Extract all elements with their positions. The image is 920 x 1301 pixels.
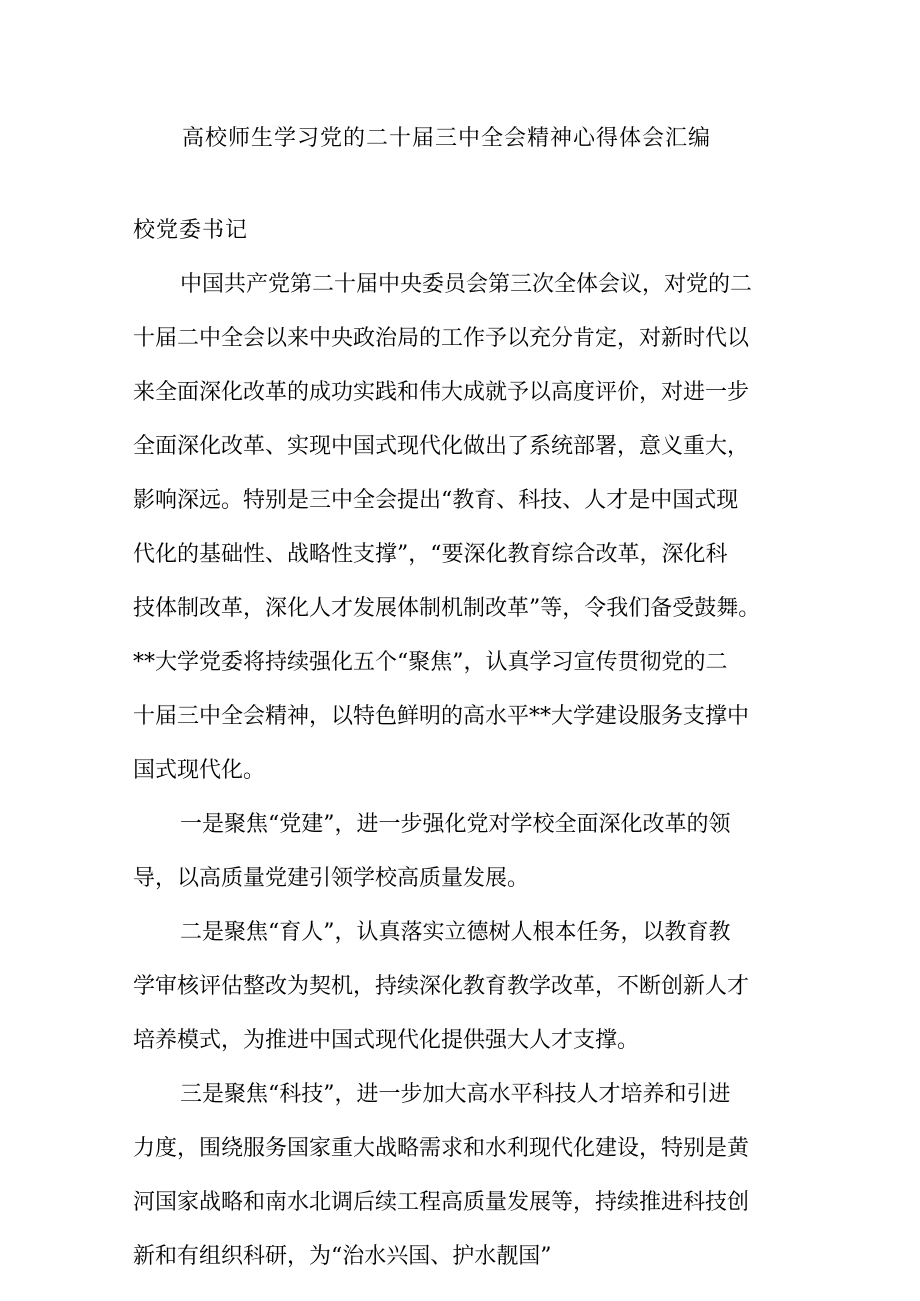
paragraph-line: 导，以高质量党建引领学校高质量发展。 (133, 866, 530, 891)
paragraph-line: **大学党委将持续强化五个“聚焦”，认真学习宣传贯彻党的二 (133, 650, 728, 675)
paragraph-line: 中国共产党第二十届中央委员会第三次全体会议，对党的二 (180, 272, 753, 297)
paragraph-line: 全面深化改革、实现中国式现代化做出了系统部署，意义重大， (133, 434, 750, 459)
paragraph-line: 一是聚焦“党建”，进一步强化党对学校全面深化改革的领 (180, 812, 731, 837)
paragraph-line: 培养模式，为推进中国式现代化提供强大人才支撑。 (133, 1028, 640, 1053)
paragraph-line: 国式现代化。 (133, 758, 266, 783)
paragraph-line: 十届三中全会精神，以特色鲜明的高水平**大学建设服务支撑中 (133, 704, 750, 729)
paragraph-line: 技体制改革，深化人才发展体制机制改革”等，令我们备受鼓舞。 (133, 596, 761, 621)
paragraph-line: 二是聚焦“育人”，认真落实立德树人根本任务，以教育教 (180, 920, 731, 945)
paragraph-line: 力度，围绕服务国家重大战略需求和水利现代化建设，特别是黄 (133, 1136, 750, 1161)
document-title: 高校师生学习党的二十届三中全会精神心得体会汇编 (182, 126, 712, 151)
paragraph-line: 学审核评估整改为契机，持续深化教育教学改革，不断创新人才 (133, 974, 750, 999)
paragraph-line: 新和有组织科研，为“治水兴国、护水靓国” (133, 1244, 552, 1269)
author-heading: 校党委书记 (133, 218, 249, 243)
paragraph-line: 河国家战略和南水北调后续工程高质量发展等，持续推进科技创 (133, 1190, 750, 1215)
paragraph-line: 影响深远。特别是三中全会提出“教育、科技、人才是中国式现 (133, 488, 739, 513)
paragraph-line: 三是聚焦“科技”，进一步加大高水平科技人才培养和引进 (180, 1082, 731, 1107)
paragraph-line: 十届二中全会以来中央政治局的工作予以充分肯定，对新时代以 (133, 326, 750, 351)
paragraph-line: 代化的基础性、战略性支撑”，“要深化教育综合改革，深化科 (133, 542, 728, 567)
paragraph-line: 来全面深化改革的成功实践和伟大成就予以高度评价，对进一步 (133, 380, 750, 405)
